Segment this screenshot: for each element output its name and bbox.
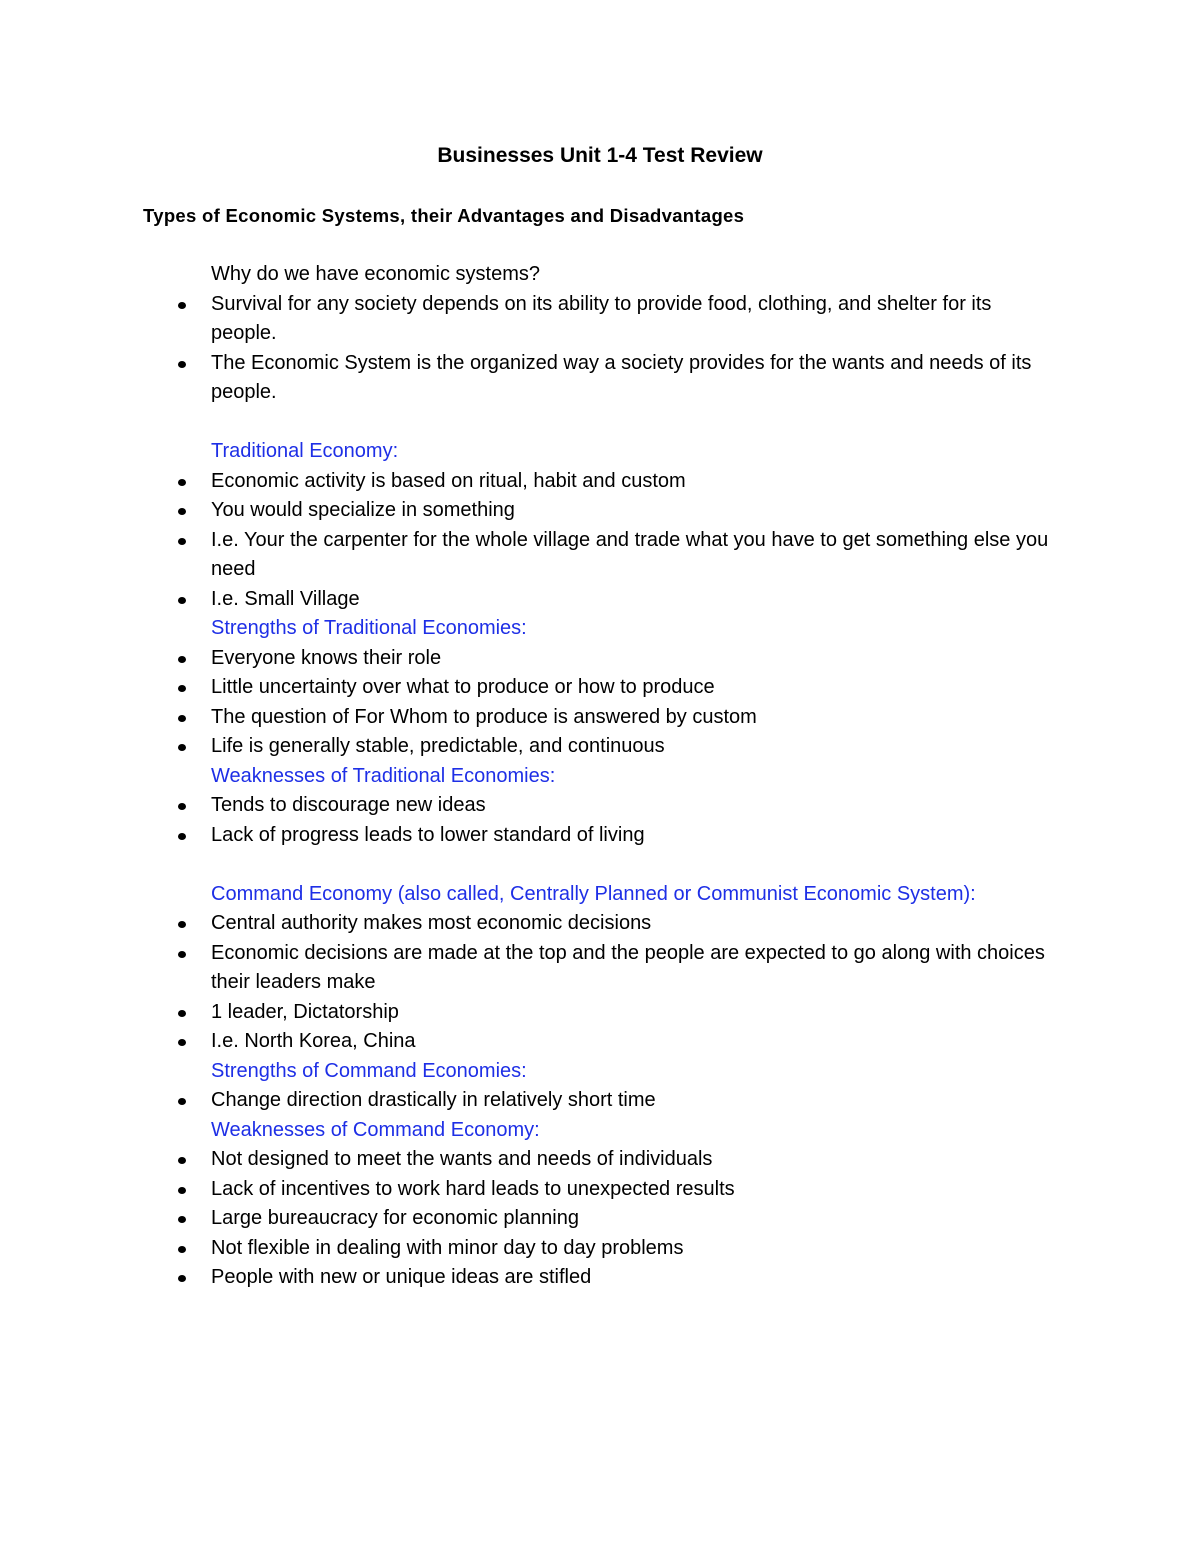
- bullet-icon: [178, 1246, 186, 1253]
- spacer: [0, 850, 1200, 880]
- list-item: I.e. Small Village: [0, 585, 1061, 615]
- list-item: Little uncertainty over what to produce or how to produce: [0, 673, 1061, 703]
- traditional-weaknesses-heading: Weaknesses of Traditional Economies:: [211, 764, 556, 787]
- bullet-icon: [178, 1039, 186, 1046]
- list-item: The Economic System is the organized way a society provides for the wants and needs of its people.: [0, 349, 1061, 408]
- intro-question: Why do we have economic systems?: [211, 263, 541, 285]
- list-item: Large bureaucracy for economic planning: [0, 1204, 1061, 1234]
- list-item: I.e. North Korea, China: [0, 1027, 1061, 1057]
- bullet-icon: [178, 1216, 186, 1223]
- traditional-strengths-heading: Strengths of Traditional Economies:: [211, 617, 527, 639]
- spacer: [0, 408, 1200, 438]
- bullet-icon: [178, 1275, 186, 1282]
- traditional-heading: Traditional Economy:: [211, 440, 399, 462]
- list-item: Central authority makes most economic decisions: [0, 909, 1061, 939]
- list-item: Lack of incentives to work hard leads to unexpected results: [0, 1175, 1061, 1205]
- bullet-icon: [178, 508, 186, 515]
- list-item: Life is generally stable, predictable, and continuous: [0, 732, 1061, 762]
- list-item: Change direction drastically in relatively short time: [0, 1086, 1061, 1116]
- list-item: Lack of progress leads to lower standard of living: [0, 821, 1061, 851]
- bullet-icon: [178, 479, 186, 486]
- list-item: I.e. Your the carpenter for the whole village and trade what you have to get something else you need: [0, 526, 1061, 585]
- bullet-icon: [178, 361, 186, 368]
- bullet-icon: [178, 302, 186, 309]
- list-item: Survival for any society depends on its ability to provide food, clothing, and shelter for its people.: [0, 290, 1061, 349]
- document-title: Businesses Unit 1-4 Test Review: [437, 144, 763, 167]
- bullet-icon: [178, 1010, 186, 1017]
- command-strengths-heading: Strengths of Command Economies:: [211, 1059, 527, 1082]
- command-weaknesses-heading: Weaknesses of Command Economy:: [211, 1118, 540, 1141]
- list-item: The question of For Whom to produce is answered by custom: [0, 703, 1061, 733]
- bullet-icon: [178, 656, 186, 663]
- list-item: Economic decisions are made at the top and the people are expected to go along with choices their leaders make: [0, 939, 1061, 998]
- list-item: People with new or unique ideas are stifled: [0, 1263, 1061, 1293]
- bullet-icon: [178, 685, 186, 692]
- list-item: Economic activity is based on ritual, habit and custom: [0, 467, 1061, 497]
- bullet-icon: [178, 538, 186, 545]
- list-item: 1 leader, Dictatorship: [0, 998, 1061, 1028]
- document-body: [0, 260, 1200, 1293]
- bullet-icon: [178, 744, 186, 751]
- bullet-icon: [178, 833, 186, 840]
- bullet-icon: [178, 1157, 186, 1164]
- bullet-icon: [178, 715, 186, 722]
- bullet-icon: [178, 803, 186, 810]
- list-item: Tends to discourage new ideas: [0, 791, 1061, 821]
- bullet-icon: [178, 951, 186, 958]
- section-heading: Types of Economic Systems, their Advantages and Disadvantages: [143, 205, 745, 226]
- list-item: Not flexible in dealing with minor day to day problems: [0, 1234, 1061, 1264]
- list-item: You would specialize in something: [0, 496, 1061, 526]
- list-item: Not designed to meet the wants and needs of individuals: [0, 1145, 1061, 1175]
- command-heading: Command Economy (also called, Centrally Planned or Communist Economic System):: [211, 882, 976, 905]
- list-item: Everyone knows their role: [0, 644, 1061, 674]
- bullet-icon: [178, 597, 186, 604]
- bullet-icon: [178, 1187, 186, 1194]
- bullet-icon: [178, 1098, 186, 1105]
- bullet-icon: [178, 921, 186, 928]
